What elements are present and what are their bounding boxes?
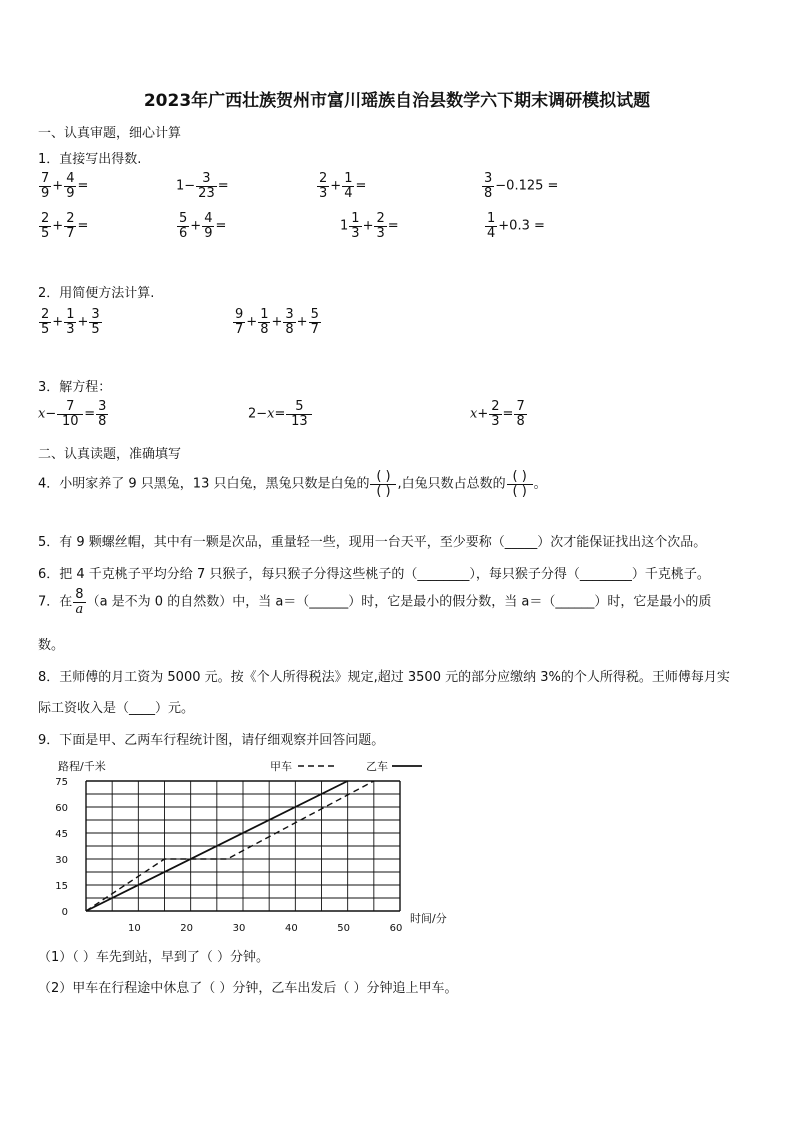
y-tick-label: 15 [55, 881, 68, 892]
q5: 5．有 9 颗螺丝帽，其中有一颗是次品，重量轻一些，现用一台天平，至少要称（_____）次才能保证找出这个次品。 [38, 535, 707, 550]
x-axis-label: 时间/分 [410, 912, 447, 925]
q1-item-8: $\frac{1}{4}$ +0.3 = [487, 211, 545, 241]
q9-label: 9．下面是甲、乙两车行程统计图，请仔细观察并回答问题。 [38, 733, 385, 748]
q3-label: 3．解方程： [38, 380, 112, 395]
q3-equation-1: x− $\frac{7}{10}$ = $\frac{3}{8}$ [38, 399, 107, 429]
q1-item-3: $\frac{2}{3}$ + $\frac{1}{4}$ = [319, 171, 367, 201]
y-tick-label: 45 [55, 829, 68, 840]
q7-line-2: 数。 [38, 638, 65, 653]
y-tick-label: 30 [55, 855, 68, 866]
y-axis-label: 路程/千米 [58, 760, 106, 773]
q1-label: 1．直接写出得数. [38, 152, 142, 167]
q4-blank-numerator-2: ( ) [507, 470, 533, 485]
q6: 6．把 4 千克桃子平均分给 7 只猴子，每只猴子分得这些桃子的（________），每只猴子分得（________）千克桃子。 [38, 567, 710, 582]
x-tick-label: 10 [127, 923, 141, 934]
q1-item-1: $\frac{7}{9}$ + $\frac{4}{9}$ = [41, 171, 89, 201]
x-tick-label: 50 [337, 923, 351, 934]
x-tick-label: 60 [389, 923, 403, 934]
page-title: 2023年广西壮族贺州市富川瑶族自治县数学六下期末调研模拟试题 [143, 91, 651, 111]
q3-equation-2: 2−x= $\frac{5}{13}$ [248, 400, 313, 428]
section-2-heading: 二、认真读题，准确填写 [38, 447, 182, 462]
q8-line-2: 际工资收入是（____）元。 [38, 701, 195, 716]
section-1-heading: 一、认真审题，细心计算 [38, 126, 182, 141]
q1-item-4: $\frac{3}{8}$ −0.125 = [484, 171, 559, 201]
q4-blank-numerator-1: ( ) [370, 470, 396, 485]
legend-jia-label: 甲车 [270, 760, 292, 773]
y-tick-label: 0 [61, 907, 68, 918]
y-tick-label: 75 [55, 777, 68, 788]
q8-line-1: 8．王师傅的月工资为 5000 元。按《个人所得税法》规定,超过 3500 元的部分应缴纳 3%的个人所得税。王师傅每月实 [38, 670, 730, 685]
x-tick-label: 40 [284, 923, 298, 934]
q2-label: 2．用简便方法计算. [38, 286, 155, 301]
y-tick-label: 60 [55, 803, 68, 814]
q1-item-2: 1− $\frac{3}{23}$ = [176, 171, 229, 201]
x-tick-label: 30 [232, 923, 246, 934]
q4: 4．小明家养了 9 只黑兔，13 只白兔，黑兔只数是白兔的 $\frac{( )}{( )}$ ,白兔只数占总数的 $\frac{( )}{( )}$ 。 [38, 469, 547, 499]
q2-expr-1: $\frac{2}{5}$ + $\frac{1}{3}$ + $\frac{3}{5}$ [41, 307, 100, 337]
x-tick-label: 20 [180, 923, 194, 934]
q3-equation-3: x+ $\frac{2}{3}$ = $\frac{7}{8}$ [470, 399, 525, 429]
q2-expr-2: $\frac{9}{7}$ + $\frac{1}{8}$ + $\frac{3}{8}$ + $\frac{5}{7}$ [235, 307, 319, 337]
legend-yi-label: 乙车 [366, 760, 388, 773]
q1-item-7: 1 $\frac{1}{3}$ + $\frac{2}{3}$ = [340, 211, 399, 241]
q7: 7．在 $\frac{8}{a}$ （a 是不为 0 的自然数）中，当 a＝（______）时，它是最小的假分数，当 a＝（______）时，它是最小的质 [38, 587, 712, 617]
q9-sub-2: （2）甲车在行程途中休息了（ ）分钟，乙车出发后（ ）分钟追上甲车。 [38, 981, 458, 996]
q9-sub-1: （1）（ ）车先到站，早到了（ ）分钟。 [38, 950, 270, 965]
q1-item-5: $\frac{2}{5}$ + $\frac{2}{7}$ = [41, 211, 89, 241]
q1-item-6: $\frac{5}{6}$ + $\frac{4}{9}$ = [179, 211, 227, 241]
travel-chart [38, 758, 478, 942]
